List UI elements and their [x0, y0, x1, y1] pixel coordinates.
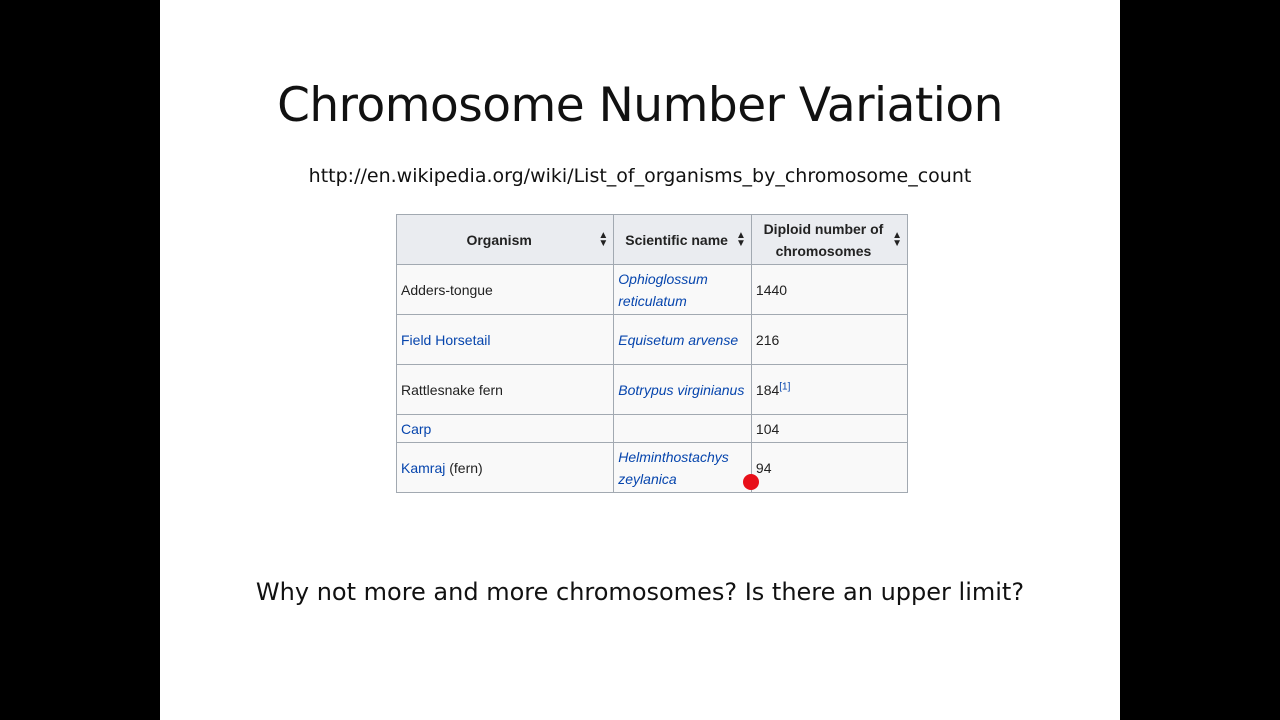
- cell-scientific[interactable]: [614, 365, 752, 415]
- sort-icon[interactable]: ▲ ▼: [598, 229, 609, 249]
- scientific-name-link[interactable]: Botrypus virginianus: [618, 381, 745, 398]
- cell-scientific: [614, 415, 752, 443]
- diploid-value: 216: [755, 331, 780, 348]
- cell-organism: [397, 265, 614, 315]
- table-row: [397, 415, 908, 443]
- cell-scientific[interactable]: [614, 265, 752, 315]
- header-diploid-label: Diploid number of chromosomes: [763, 220, 884, 259]
- organism-suffix: (fern): [445, 459, 483, 476]
- slide-title: Chromosome Number Variation: [277, 78, 1003, 133]
- cell-diploid: [751, 365, 907, 415]
- diploid-value: 94: [755, 459, 772, 476]
- cell-organism[interactable]: [397, 415, 614, 443]
- organism-link[interactable]: Field Horsetail: [401, 331, 491, 348]
- slide: [160, 0, 1120, 720]
- source-url: http://en.wikipedia.org/wiki/List_of_organisms_by_chromosome_count: [308, 165, 972, 187]
- table-header-row: [397, 215, 908, 265]
- cell-diploid: [751, 265, 907, 315]
- cursor-dot-icon: [743, 474, 759, 490]
- table-row: [397, 365, 908, 415]
- cell-scientific[interactable]: [614, 315, 752, 365]
- cell-diploid: [751, 443, 907, 493]
- cell-organism[interactable]: [397, 315, 614, 365]
- organism-link[interactable]: Kamraj: [401, 459, 446, 476]
- diploid-value: 104: [755, 420, 780, 437]
- table-row: [397, 265, 908, 315]
- organism-text: Adders-tongue: [401, 281, 493, 298]
- table-row: [397, 315, 908, 365]
- sort-icon[interactable]: ▲ ▼: [892, 229, 902, 249]
- scientific-name-link[interactable]: Ophioglossum reticulatum: [618, 270, 708, 309]
- header-diploid[interactable]: [751, 215, 907, 265]
- sort-icon[interactable]: ▲ ▼: [736, 229, 746, 249]
- chromosome-table: [396, 214, 908, 493]
- diploid-value: 184: [755, 381, 780, 398]
- cell-scientific[interactable]: [614, 443, 752, 493]
- cell-organism: [397, 365, 614, 415]
- table-row: [397, 443, 908, 493]
- header-organism[interactable]: [397, 215, 614, 265]
- header-scientific-label: Scientific name: [625, 231, 728, 248]
- header-scientific-name[interactable]: [614, 215, 752, 265]
- header-organism-label: Organism: [466, 231, 532, 248]
- cell-diploid: [751, 315, 907, 365]
- organism-text: Rattlesnake fern: [401, 381, 503, 398]
- question-text: Why not more and more chromosomes? Is there an upper limit?: [255, 578, 1025, 606]
- organism-link[interactable]: Carp: [401, 420, 432, 437]
- cell-organism[interactable]: [397, 443, 614, 493]
- cell-diploid: [751, 415, 907, 443]
- reference-link[interactable]: [1]: [779, 380, 791, 392]
- scientific-name-link[interactable]: Helminthostachys zeylanica: [618, 448, 729, 487]
- scientific-name-link[interactable]: Equisetum arvense: [618, 331, 739, 348]
- diploid-value: 1440: [755, 281, 788, 298]
